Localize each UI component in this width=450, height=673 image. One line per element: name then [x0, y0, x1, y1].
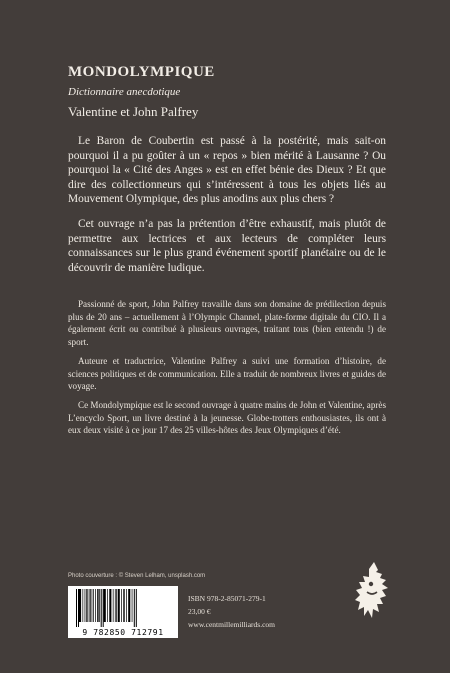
- barcode-bar: [79, 589, 81, 622]
- barcode-bar: [99, 589, 100, 622]
- book-meta: [188, 592, 275, 632]
- barcode-bar: [126, 589, 127, 622]
- barcode-bar: [87, 589, 88, 622]
- book-title: MONDOLYMPIQUE: [68, 64, 215, 80]
- barcode-bar: [76, 589, 77, 627]
- barcode-bar: [118, 589, 120, 622]
- barcode-bar: [136, 589, 137, 627]
- blurb: [68, 134, 386, 285]
- bio-paragraph: Passionné de sport, John Palfrey travaille dans son domaine de prédilection depuis plus de 20 ans – actuellement à l’Olympic Channel, plate-forme digitale du CIO. Il a également écrit ou contribué à plusieurs ouvrages, traitant tous (bien entendu !) de sport.: [68, 299, 386, 348]
- bio-paragraph: Ce Mondolympique est le second ouvrage à quatre mains de John et Valentine, après L’encyclo Sport, un livre destiné à la jeunesse. Globe-trotters enthousiastes, ils ont à eux deux visité à ce jour 17 des 25 villes-hôtes des Jeux Olympiques d’été.: [68, 399, 386, 436]
- barcode-bar: [95, 589, 96, 622]
- barcode-bar: [123, 589, 124, 622]
- barcode-bar: [92, 589, 93, 622]
- barcode-bar: [103, 589, 104, 627]
- blurb-paragraph: Le Baron de Coubertin est passé à la postérité, mais sait-on pourquoi il a pu goûter à un « repos » bien mérité à Lausanne ? Ou pourquoi la « Cité des Anges » est en effet bénie des Dieux ? Et que dire des collectionneurs qui s’intéressent à tous les objets liés au Mouvement Olympique, des plus anodins aux plus chers ?: [68, 135, 386, 206]
- barcode-bar: [83, 589, 84, 622]
- barcode-bar: [109, 589, 111, 622]
- barcode-bar: [93, 589, 94, 622]
- barcode-bar: [101, 589, 102, 627]
- price: 23,00 €: [188, 607, 211, 617]
- barcode-bar: [115, 589, 116, 622]
- barcode-bar: [134, 589, 135, 627]
- barcode-bar: [86, 589, 87, 622]
- barcode-bar: [89, 589, 90, 622]
- barcode-bars: [68, 586, 178, 628]
- barcode-digits: 9 782850 712791: [82, 628, 164, 637]
- blurb-paragraph: Cet ouvrage n’a pas la prétention d’être exhaustif, mais plutôt de permettre aux lectrices et aux lecteurs de compléter leurs connaissances sur le plus grand événement sportif planétaire ou de le découvrir de manière ludique.: [68, 217, 386, 274]
- author-bio: [68, 298, 386, 443]
- bio-paragraph: Auteure et traductrice, Valentine Palfrey a suivi une formation d’histoire, de sciences politiques et de communication. Elle a traduit de nombreux livres et guides de voyage.: [68, 355, 386, 392]
- isbn: ISBN 978-2-85071-279-1: [188, 594, 266, 603]
- publisher-logo-icon: [352, 560, 392, 630]
- barcode-bar: [90, 589, 91, 622]
- photo-credit: Photo couverture : © Steven Lelham, unsplash.com: [68, 573, 206, 579]
- barcode-bar: [97, 589, 98, 622]
- barcode-bar: [107, 589, 108, 622]
- barcode-bar: [132, 589, 133, 622]
- barcode-bar: [128, 589, 130, 622]
- book-authors: Valentine et John Palfrey: [68, 104, 199, 119]
- barcode-bar: [78, 589, 79, 627]
- barcode-bar: [104, 589, 106, 622]
- publisher-website: www.centmillemilliards.com: [188, 620, 275, 630]
- barcode-bar: [116, 589, 117, 622]
- barcode-bar: [121, 589, 122, 622]
- barcode: [68, 586, 178, 638]
- book-subtitle: Dictionnaire anecdotique: [68, 86, 181, 98]
- barcode-bar: [85, 589, 86, 622]
- barcode-bar: [113, 589, 114, 622]
